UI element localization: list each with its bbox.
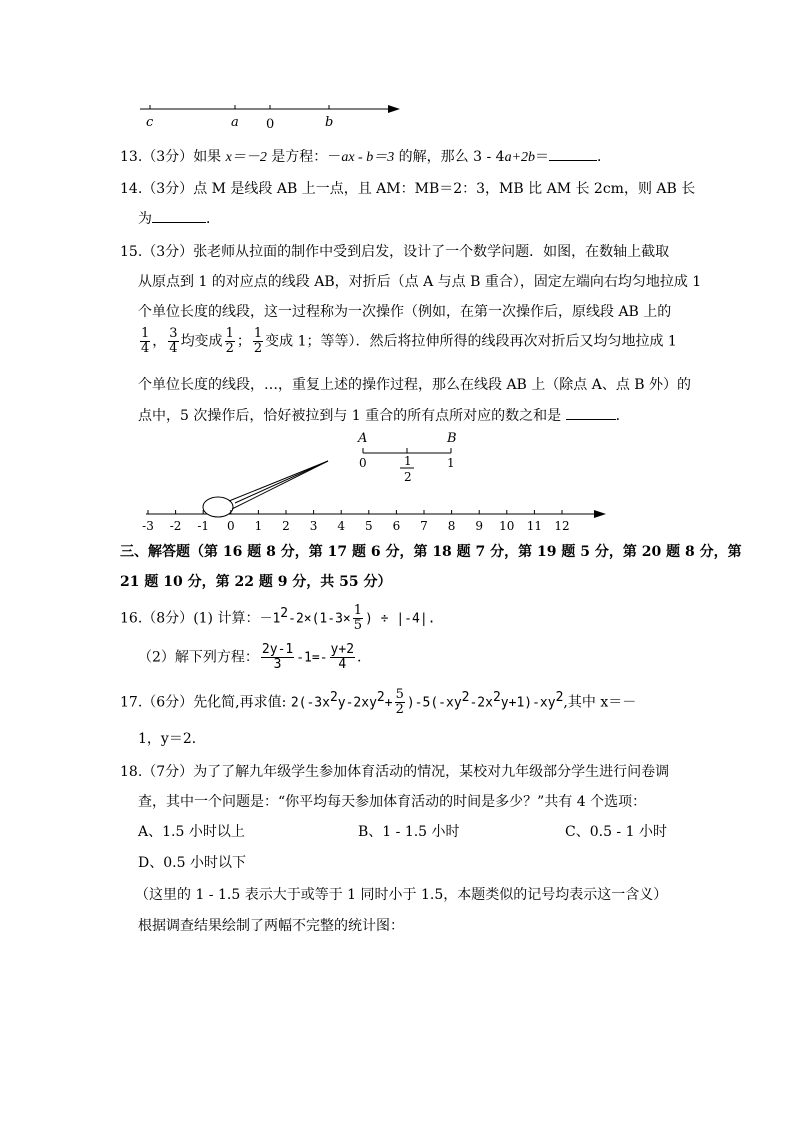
question-14-line2: 为 ． bbox=[138, 208, 220, 228]
q18-last: 根据调查结果绘制了两幅不完整的统计图： bbox=[138, 918, 404, 934]
q15-line6: 点中，5 次操作后，恰好被拉到与 1 重合的所有点所对应的数之和是 ． bbox=[138, 405, 630, 425]
tick-label: 8 bbox=[447, 519, 456, 533]
answer-blank[interactable] bbox=[152, 208, 206, 223]
svg-text:1: 1 bbox=[447, 456, 455, 470]
option-D: D、0.5 小时以下 bbox=[138, 855, 246, 871]
answer-blank[interactable] bbox=[566, 405, 616, 420]
q13-score: （3分） bbox=[142, 149, 194, 165]
label-a: a bbox=[231, 115, 239, 130]
question-16-part2: （2）解下列方程： $\frac{2y-1}{3}$ -1=- $\frac{y+2}{4}$ . bbox=[138, 642, 362, 672]
tick-label: 9 bbox=[475, 519, 484, 533]
q13-num: 13. bbox=[120, 149, 143, 165]
q14-line1: 点 M 是线段 AB 上一点，且 AM：MB＝2：3，MB 比 AM 长 2cm，则 AB 长 bbox=[193, 181, 696, 197]
point-A-label: A bbox=[358, 431, 368, 446]
q15-line3: 个单位长度的线段，这一过程称为一次操作（例如，在第一次操作后，原线段 AB 上的 bbox=[138, 304, 672, 320]
fraction-y+2-over-4: $\frac{y+2}{4}$ bbox=[330, 642, 355, 672]
tick-label: -1 bbox=[197, 519, 210, 533]
question-18: 18.（7分）为了了解九年级学生参加体育活动的情况，某校对九年级部分学生进行问卷调 bbox=[120, 764, 670, 780]
svg-text:2: 2 bbox=[404, 470, 412, 484]
q18-note: （这里的 1 - 1.5 表示大于或等于 1 同时小于 1.5，本题类似的记号均表示这一含义） bbox=[135, 887, 668, 903]
tick-label: 12 bbox=[554, 519, 570, 533]
label-0: 0 bbox=[266, 117, 275, 132]
question-15: 15.（3分）张老师从拉面的制作中受到启发，设计了一个数学问题．如图，在数轴上截取 bbox=[120, 244, 670, 260]
fraction-half: $\frac{1}{2}$ bbox=[225, 326, 234, 356]
section-3-heading-line2: 21 题 10 分，第 22 题 9 分，共 55 分） bbox=[120, 574, 392, 590]
tick-label: 2 bbox=[282, 519, 290, 533]
point-B-label: B bbox=[447, 431, 457, 446]
question-14: 14.（3分）点 M 是线段 AB 上一点，且 AM：MB＝2：3，MB 比 AM 长 2cm，则 AB 长 bbox=[120, 181, 696, 197]
number-line-noodle-figure bbox=[140, 455, 615, 535]
option-C: C、0.5 - 1 小时 bbox=[565, 824, 667, 840]
tick-label: 11 bbox=[526, 519, 543, 533]
tick-label: 7 bbox=[420, 519, 428, 533]
q15-line4: $\frac{1}{4}$ ， $\frac{3}{4}$ 均变成 $\frac{1}{2}$ ； $\frac{1}{2}$ 变成 1；等等）．然后将拉伸所得的线段再次对折后又均匀地拉成 1 bbox=[141, 326, 677, 356]
svg-text:1: 1 bbox=[404, 454, 412, 468]
option-B: B、1 - 1.5 小时 bbox=[358, 824, 460, 840]
svg-text:0: 0 bbox=[359, 456, 367, 470]
option-A: A、1.5 小时以上 bbox=[138, 824, 245, 840]
tick-label: 4 bbox=[337, 519, 346, 533]
fraction-2y-1-over-3: $\frac{2y-1}{3}$ bbox=[261, 642, 294, 672]
q15-line5: 个单位长度的线段，…，重复上述的操作过程，那么在线段 AB 上（除点 A、点 B 外）的 bbox=[138, 377, 692, 393]
noodle-loop bbox=[203, 497, 233, 517]
question-17: 17.（6分）先化简,再求值: $2(-3x^2y-2xy^2+$ $\frac{5}{2}$ )$-5(-xy^2-2x^2y+1)-xy^2$,其中 x＝－ bbox=[120, 687, 637, 717]
label-c: c bbox=[146, 115, 154, 130]
tick-label: -3 bbox=[142, 519, 154, 533]
answer-blank[interactable] bbox=[549, 146, 597, 161]
tick-label: 1 bbox=[254, 519, 263, 533]
question-13: 13.（3分）如果 x＝－2 是方程：－ax - b＝3 的解，那么 3 - 4a+2b＝ ． bbox=[120, 146, 611, 166]
fraction-quarter: $\frac{1}{4}$ bbox=[141, 326, 150, 356]
question-16: 16.（8分）(1) 计算：$-1^2-2\times(1-3\times$ $\frac{1}{5}$ ) ÷ |-4|. bbox=[120, 603, 436, 633]
label-b: b bbox=[325, 115, 334, 130]
q18-line2: 查，其中一个问题是：“你平均每天参加体育活动的时间是多少？”共有 4 个选项： bbox=[138, 794, 647, 810]
fraction-three-quarters: $\frac{3}{4}$ bbox=[169, 326, 178, 356]
tick-label: 10 bbox=[499, 519, 515, 533]
tick-label: -2 bbox=[169, 519, 182, 533]
tick-label: 3 bbox=[309, 519, 318, 533]
fraction-half: $\frac{1}{2}$ bbox=[253, 326, 263, 356]
question-17-line2: 1，y＝2． bbox=[138, 731, 206, 747]
tick-label: 6 bbox=[392, 519, 401, 533]
number-line-abc bbox=[130, 95, 410, 135]
q15-line2: 从原点到 1 的对应点的线段 AB，对折后（点 A 与点 B 重合），固定左端向右均匀地拉成 1 bbox=[138, 274, 702, 290]
fraction-five-halves: $\frac{5}{2}$ bbox=[395, 687, 404, 717]
section-3-heading: 三、解答题（第 16 题 8 分，第 17 题 6 分，第 18 题 7 分，第 19 题 5 分，第 20 题 8 分，第 bbox=[120, 544, 742, 560]
tick-label: 0 bbox=[226, 519, 235, 533]
tick-label: 5 bbox=[364, 519, 373, 533]
fraction-fifth: $\frac{1}{5}$ bbox=[353, 603, 363, 633]
